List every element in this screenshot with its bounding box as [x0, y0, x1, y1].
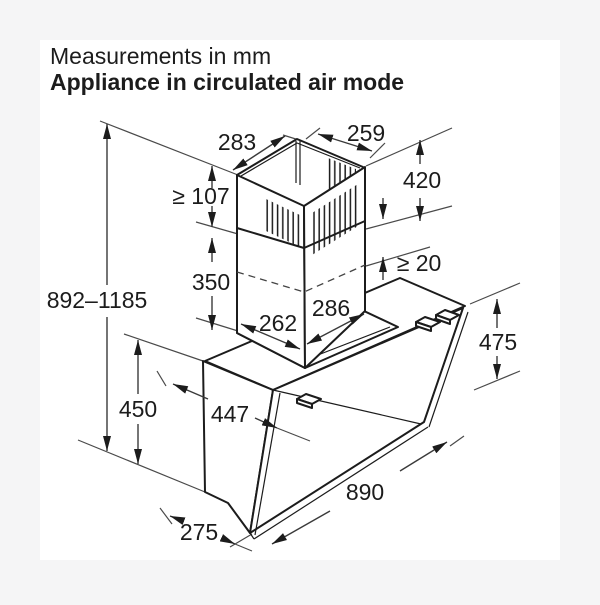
- dim-286-label: 286: [311, 295, 351, 321]
- measurement-unit-note: Measurements in mm: [50, 43, 272, 69]
- dim-890-label: 890: [345, 479, 385, 505]
- dim-283-label: 283: [217, 129, 257, 155]
- dim-259-label: 259: [346, 120, 386, 146]
- air-mode-note: Appliance in circulated air mode: [50, 69, 405, 95]
- dim-height-range-label: 892–1185: [46, 287, 148, 313]
- dim-min107-label: ≥ 107: [172, 183, 230, 209]
- dim-350-label: 350: [191, 269, 231, 295]
- dim-450-label: 450: [118, 396, 158, 422]
- dim-275-label: 275: [179, 519, 219, 545]
- dim-min20-label: ≥ 20: [396, 250, 442, 276]
- dim-420-label: 420: [402, 167, 442, 193]
- dim-447-label: 447: [210, 401, 250, 427]
- dim-475-label: 475: [478, 329, 518, 355]
- dim-262-label: 262: [258, 310, 298, 336]
